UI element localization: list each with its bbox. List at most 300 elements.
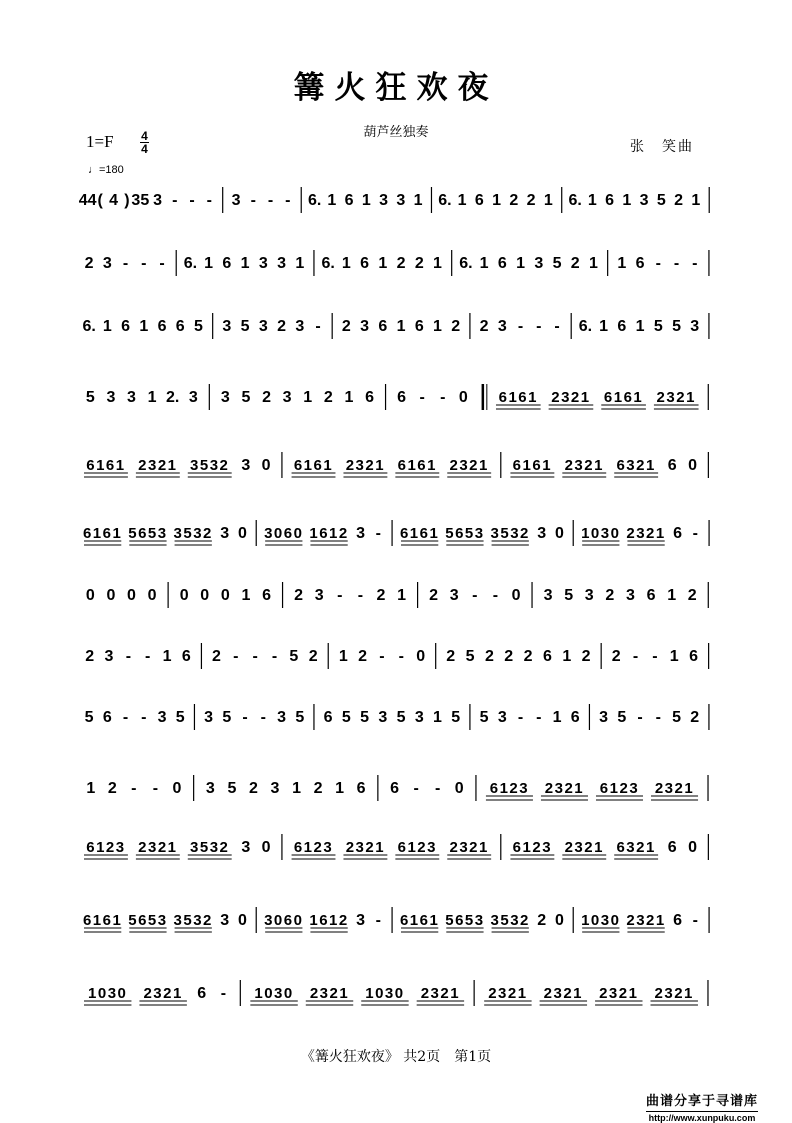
note: 3 [396, 192, 406, 209]
subtitle: 葫芦丝独奏 [363, 124, 429, 139]
watermark [646, 1090, 758, 1123]
note: 3 [414, 709, 424, 726]
note: 3532 [173, 525, 213, 542]
note: 6161 [86, 457, 126, 474]
note: 2 [479, 318, 489, 335]
note: 5 [295, 709, 305, 726]
key-signature: 1=F [86, 132, 114, 151]
time-signature-denominator: 4 [141, 142, 148, 156]
notation-row [86, 384, 708, 410]
note: 6 [344, 192, 354, 209]
note: 2 [107, 780, 117, 797]
note: 1 [457, 192, 467, 209]
note: 3 [270, 780, 280, 797]
note: 6 [542, 648, 552, 665]
note: 1 [589, 255, 598, 272]
dash: - [220, 985, 227, 1002]
note: 0 [179, 587, 189, 604]
dash: - [172, 192, 178, 209]
note: 2 [308, 648, 318, 665]
dash: - [250, 192, 257, 209]
notation-row [84, 834, 708, 860]
note: 3 [204, 709, 214, 726]
note: 6161 [82, 912, 123, 929]
dash: - [252, 648, 258, 665]
note: 3532 [490, 525, 530, 542]
note: 1 [552, 709, 562, 726]
notation-row [84, 980, 708, 1006]
note: 5 [465, 648, 475, 665]
note: 2 [451, 318, 461, 335]
note: 6161 [397, 457, 437, 474]
note: 6 [360, 255, 370, 272]
note: 0 [85, 587, 95, 604]
note: 2321 [564, 839, 604, 856]
dash: - [131, 780, 137, 797]
note: 3532 [190, 839, 230, 856]
note: 2321 [626, 912, 666, 929]
note: 1 [303, 389, 313, 406]
note: 3 [220, 389, 230, 406]
note: 2321 [138, 457, 178, 474]
note: 2321 [345, 457, 386, 474]
note: 6 [323, 709, 333, 726]
note: 0 [554, 912, 564, 929]
note: 2 [248, 780, 258, 797]
note: 2 [674, 192, 684, 209]
note: 1612 [309, 525, 349, 542]
note: 1030 [254, 985, 294, 1002]
note: 5653 [445, 912, 485, 929]
note: 3 [220, 525, 230, 542]
note: 1 [433, 709, 442, 726]
note: 1 [396, 318, 406, 335]
tempo-marking: ♩=180 [88, 164, 124, 176]
note: 2321 [656, 389, 696, 406]
note: 0 [688, 839, 698, 856]
note: 6161 [82, 525, 123, 542]
note: 3060 [264, 525, 304, 542]
note: ( [97, 192, 103, 209]
note: 0 [147, 587, 157, 604]
dash: - [141, 255, 147, 272]
note: 5 [672, 709, 681, 726]
dash: - [517, 318, 524, 335]
note: 2 [690, 709, 700, 726]
note: 2 [85, 648, 95, 665]
note: 5 [653, 318, 663, 335]
note: 3 [277, 255, 286, 272]
note: 6 [157, 318, 167, 335]
page-footer: 《篝火狂欢夜》 共2页 第1页 [300, 1049, 492, 1065]
note: 1 [433, 255, 442, 272]
note: 0 [237, 525, 247, 542]
dash: - [242, 709, 248, 726]
note: 2321 [544, 780, 585, 797]
note: 1 [669, 648, 679, 665]
note: 2321 [551, 389, 591, 406]
note: 0 [458, 389, 468, 406]
note: 2321 [309, 985, 350, 1002]
note: 2 [341, 318, 351, 335]
note: 3 [360, 318, 370, 335]
dash: - [285, 192, 291, 209]
note: 2321 [345, 839, 386, 856]
note: 2 [581, 648, 591, 665]
note: 3 [127, 389, 136, 406]
note: 2 [313, 780, 323, 797]
dash: - [655, 709, 661, 726]
note: 6 [197, 985, 207, 1002]
note: 3 [497, 318, 507, 335]
note: 6 [570, 709, 580, 726]
note: 3 [379, 192, 389, 209]
note: 2321 [599, 985, 639, 1002]
watermark-line2: http://www.xunpuku.com [646, 1111, 758, 1123]
note: 5 [241, 389, 251, 406]
note: 0 [261, 839, 271, 856]
note: 1 [147, 389, 157, 406]
note: 3532 [173, 912, 213, 929]
note: 0 [261, 457, 271, 474]
note: 6 [673, 525, 683, 542]
note: 2 [687, 587, 697, 604]
note: 6 [646, 587, 656, 604]
note: 2 [262, 389, 271, 406]
note: 6123 [397, 839, 437, 856]
notation-row [83, 520, 709, 546]
note: 3 [449, 587, 459, 604]
note: 3 [220, 912, 230, 929]
note: 3 [258, 318, 268, 335]
note: 3 [690, 318, 700, 335]
dash: - [632, 648, 639, 665]
note: 5 [175, 709, 185, 726]
notation-row [86, 582, 708, 608]
note: 5 [479, 709, 489, 726]
note: 2 [396, 255, 406, 272]
note: 0 [688, 457, 698, 474]
note: 0 [454, 780, 464, 797]
note: 5 [227, 780, 237, 797]
dash: - [692, 525, 698, 542]
dash: - [379, 648, 385, 665]
note: 6. [307, 192, 322, 209]
note: 5653 [128, 912, 168, 929]
note: 5 [672, 318, 681, 335]
note: 6. [183, 255, 198, 272]
note: 1 [341, 255, 351, 272]
note: 0 [106, 587, 116, 604]
note: 2 [294, 587, 304, 604]
note: 6 [635, 255, 645, 272]
note: 6 [102, 709, 112, 726]
composer: 张 笑曲 [630, 138, 694, 154]
note: 3 [231, 192, 241, 209]
notation-row [79, 187, 709, 213]
note: 1 [292, 780, 301, 797]
note: 6161 [603, 389, 644, 406]
note: 6161 [399, 912, 440, 929]
note: 2 [429, 587, 439, 604]
note: 1 [361, 192, 371, 209]
note: 2321 [543, 985, 584, 1002]
note: 3 [282, 389, 292, 406]
note: 5 [451, 709, 461, 726]
dash: - [692, 912, 698, 929]
note: 6. [321, 255, 335, 272]
note: 6 [390, 780, 400, 797]
note: 1 [397, 587, 407, 604]
note: 3 [543, 587, 553, 604]
note: 2 [537, 912, 547, 929]
dash: - [692, 255, 698, 272]
note: 6 [121, 318, 131, 335]
note: 2 [509, 192, 519, 209]
note: 1030 [581, 912, 621, 929]
note: 5653 [128, 525, 168, 542]
note: 2321 [626, 525, 666, 542]
note: 1 [86, 780, 96, 797]
note: 3 [258, 255, 268, 272]
time-signature-numerator: 4 [141, 129, 148, 143]
note: 1 [479, 255, 489, 272]
note: 6 [397, 389, 407, 406]
note: 5 [85, 389, 95, 406]
note: 2 [484, 648, 494, 665]
note: 1 [204, 255, 214, 272]
note: 2 [446, 648, 456, 665]
note: 3 [378, 709, 388, 726]
notation-row [85, 643, 708, 669]
note: 2 [570, 255, 580, 272]
note: 1 [327, 192, 337, 209]
dash: - [472, 587, 478, 604]
note: 2321 [488, 985, 528, 1002]
note: 3 [639, 192, 649, 209]
note: 5 [222, 709, 232, 726]
note: 1 [667, 587, 677, 604]
note: 1 [335, 780, 345, 797]
dash: - [260, 709, 266, 726]
dash: - [357, 587, 364, 604]
note: 5 [552, 255, 562, 272]
note: 6161 [293, 457, 334, 474]
note: 1 [102, 318, 112, 335]
note: 3 [153, 192, 163, 209]
note: 1 [344, 389, 354, 406]
note: 1030 [581, 525, 621, 542]
note: 1 [691, 192, 701, 209]
dash: - [375, 912, 381, 929]
notation-row [85, 250, 709, 276]
note: 5 [564, 587, 574, 604]
note: 2 [611, 648, 621, 665]
dash: - [125, 648, 132, 665]
note: 5 [617, 709, 627, 726]
note: 1 [413, 192, 423, 209]
note: 3 [205, 780, 215, 797]
note: ) [124, 192, 130, 209]
dash: - [206, 192, 212, 209]
note: 5 [341, 709, 351, 726]
note: 3 [534, 255, 544, 272]
note: 6123 [86, 839, 126, 856]
note: 2 [358, 648, 368, 665]
note: 0 [172, 780, 182, 797]
note: 1 [139, 318, 149, 335]
note: 1 [295, 255, 305, 272]
dash: - [637, 709, 643, 726]
note: 2321 [564, 457, 604, 474]
note: 3 [188, 389, 198, 406]
note: 2 [376, 587, 386, 604]
note: 3060 [264, 912, 304, 929]
note: 1 [599, 318, 609, 335]
dash: - [398, 648, 404, 665]
notation-row [83, 907, 709, 933]
note: 6123 [293, 839, 334, 856]
dash: - [554, 318, 560, 335]
note: 3532 [190, 457, 230, 474]
note: 6321 [616, 457, 656, 474]
note: 1 [622, 192, 632, 209]
notation-row [84, 452, 708, 478]
notation-row [86, 775, 708, 801]
note: 6. [459, 255, 473, 272]
note: 1 [492, 192, 502, 209]
note: 2321 [654, 985, 694, 1002]
dash: - [233, 648, 239, 665]
note: 6 [222, 255, 232, 272]
note: 6 [497, 255, 507, 272]
note: 3 [277, 709, 286, 726]
note: 1030 [88, 985, 128, 1002]
note: 3 [537, 525, 547, 542]
dash: - [141, 709, 147, 726]
dash: - [655, 255, 661, 272]
note: 1 [543, 192, 553, 209]
dash: - [152, 780, 159, 797]
note: 6. [82, 318, 96, 335]
note: 1 [562, 648, 572, 665]
note: 3 [104, 648, 114, 665]
note: 2321 [138, 839, 178, 856]
dash: - [315, 318, 321, 335]
note: 3 [626, 587, 635, 604]
note: 1 [338, 648, 348, 665]
note: 5 [360, 709, 370, 726]
dash: - [267, 192, 274, 209]
dash: - [122, 709, 129, 726]
note: 6161 [512, 457, 553, 474]
dash: - [673, 255, 680, 272]
notation-row [82, 313, 708, 339]
note: 2 [605, 587, 615, 604]
note: 44 [78, 192, 97, 209]
note: 4 [109, 192, 118, 209]
note: 2 [414, 255, 424, 272]
note: 6 [414, 318, 424, 335]
note: 3 [106, 389, 116, 406]
note: 0 [511, 587, 521, 604]
note: 3 [314, 587, 324, 604]
note: 5 [194, 318, 203, 335]
note: 6 [673, 912, 683, 929]
note: 2321 [654, 780, 695, 797]
note: 3 [356, 912, 366, 929]
note: 2 [323, 389, 333, 406]
dash: - [159, 255, 165, 272]
note: 0 [554, 525, 564, 542]
dash: - [492, 587, 499, 604]
note: 5 [289, 648, 299, 665]
note: 5 [656, 192, 666, 209]
note: 3 [102, 255, 112, 272]
note: 2321 [420, 985, 461, 1002]
note: 1030 [365, 985, 405, 1002]
note: 0 [416, 648, 426, 665]
note: 6 [667, 457, 677, 474]
note: 5 [396, 709, 406, 726]
dash: - [145, 648, 151, 665]
note: 1 [241, 587, 251, 604]
note: 3 [241, 457, 251, 474]
dash: - [517, 709, 524, 726]
note: 6161 [399, 525, 440, 542]
note: 6 [474, 192, 484, 209]
note: 1 [635, 318, 645, 335]
notation-row [85, 704, 709, 730]
note: 2 [84, 255, 94, 272]
note: 2 [523, 648, 533, 665]
note: 3 [584, 587, 594, 604]
note: 0 [237, 912, 247, 929]
note: 6123 [489, 780, 530, 797]
dash: - [337, 587, 343, 604]
note: 3 [222, 318, 232, 335]
note: 6 [617, 318, 627, 335]
dash: - [652, 648, 658, 665]
note: 3 [295, 318, 305, 335]
note: 6. [578, 318, 593, 335]
note: 3 [157, 709, 167, 726]
note: 1 [617, 255, 627, 272]
note: 3 [497, 709, 507, 726]
note: 6123 [599, 780, 640, 797]
note: 6 [378, 318, 388, 335]
dash: - [122, 255, 129, 272]
note: 6. [438, 192, 452, 209]
note: 6123 [512, 839, 553, 856]
note: 1 [240, 255, 250, 272]
note: 6 [689, 648, 699, 665]
note: 2 [212, 648, 221, 665]
note: 6 [175, 318, 185, 335]
dash: - [419, 389, 425, 406]
dash: - [189, 192, 195, 209]
note: 2 [504, 648, 514, 665]
note: 6 [262, 587, 271, 604]
note: 35 [131, 192, 150, 209]
watermark-line1: 曲谱分享于寻谱库 [645, 1093, 758, 1108]
note: 5 [240, 318, 250, 335]
note: 3 [241, 839, 251, 856]
note: 1 [433, 318, 442, 335]
note: 0 [127, 587, 136, 604]
note: 2321 [449, 457, 489, 474]
note: 2 [277, 318, 286, 335]
